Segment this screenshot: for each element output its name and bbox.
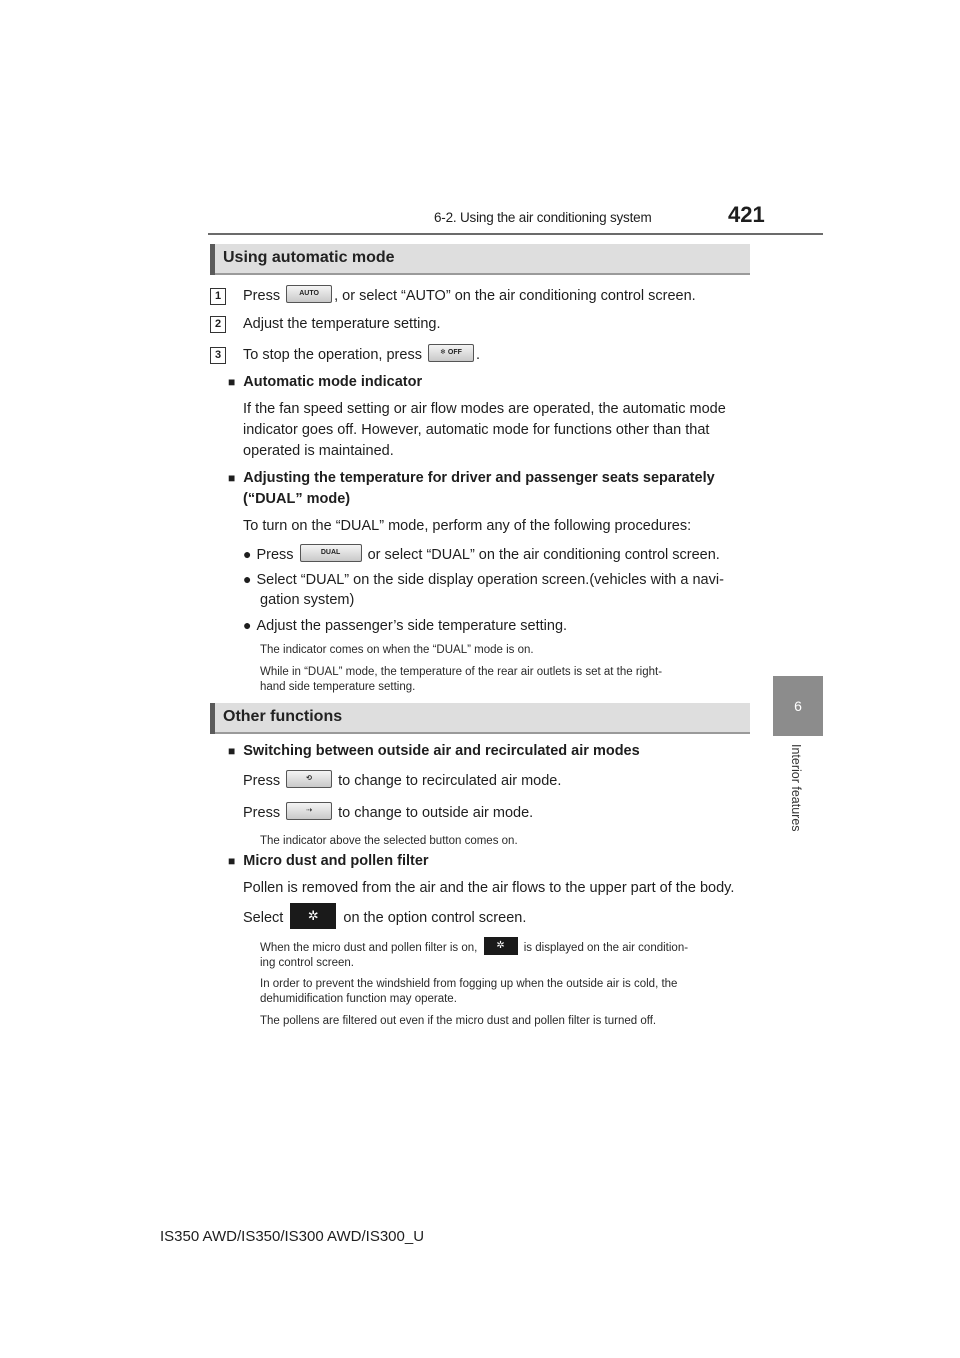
page-number: 421 [728, 202, 765, 227]
step-number: 1 [210, 288, 226, 305]
paragraph: Select ✲ on the option control screen. [243, 905, 526, 931]
square-bullet-icon: ■ [228, 375, 236, 389]
pollen-filter-icon: ✲ [484, 937, 518, 955]
list-item: ● Adjust the passenger’s side temperature setting. [243, 617, 568, 634]
bullet-icon: ● [243, 546, 252, 562]
section-heading-auto: Using automatic mode [210, 244, 750, 275]
note: The pollens are filtered out even if the micro dust and pollen filter is turned off. [260, 1015, 657, 1027]
note: The indicator above the selected button comes on. [260, 835, 518, 847]
chapter-label: Interior features [789, 744, 803, 832]
step-number: 3 [210, 347, 226, 364]
step-2-text: Adjust the temperature setting. [243, 316, 441, 332]
subheading-dual: ■ Adjusting the temperature for driver and passenger seats separately [228, 470, 715, 486]
subheading-auto-indicator: ■ Automatic mode indicator [228, 374, 423, 390]
step-3-text: To stop the operation, press ❄ OFF . [243, 345, 480, 366]
note: When the micro dust and pollen filter is on, ✲ is displayed on the air condition- [260, 939, 688, 957]
auto-button-icon: AUTO [286, 285, 332, 303]
subheading-dual-cont: (“DUAL” mode) [243, 491, 351, 507]
running-header: 6-2. Using the air conditioning system [434, 210, 652, 225]
square-bullet-icon: ■ [228, 744, 236, 758]
list-item-cont: gation system) [260, 592, 355, 608]
model-footer: IS350 AWD/IS350/IS300 AWD/IS300_U [160, 1228, 425, 1245]
chapter-tab: 6 [773, 676, 823, 736]
header-rule [208, 233, 823, 235]
paragraph: If the fan speed setting or air flow modes are operated, the automatic mode [243, 401, 726, 417]
subheading-pollen: ■ Micro dust and pollen filter [228, 853, 429, 869]
recirculate-button-icon: ⟲ [286, 770, 332, 788]
note: The indicator comes on when the “DUAL” mode is on. [260, 644, 534, 656]
square-bullet-icon: ■ [228, 854, 236, 868]
step-number: 2 [210, 316, 226, 333]
note: In order to prevent the windshield from fogging up when the outside air is cold, the [260, 978, 678, 990]
paragraph: Press ⇢ to change to outside air mode. [243, 803, 533, 824]
step-1-text: Press AUTO , or select “AUTO” on the air conditioning control screen. [243, 286, 696, 307]
square-bullet-icon: ■ [228, 471, 236, 485]
note: ing control screen. [260, 957, 354, 969]
paragraph: Press ⟲ to change to recirculated air mode. [243, 771, 561, 792]
subheading-air-modes: ■ Switching between outside air and recirculated air modes [228, 743, 640, 759]
list-item: ● Press DUAL or select “DUAL” on the air conditioning control screen. [243, 546, 720, 563]
pollen-filter-icon: ✲ [290, 903, 336, 929]
note: dehumidification function may operate. [260, 993, 457, 1005]
outside-air-button-icon: ⇢ [286, 802, 332, 820]
bullet-icon: ● [243, 571, 252, 587]
section-heading-other: Other functions [210, 703, 750, 734]
paragraph: Pollen is removed from the air and the air flows to the upper part of the body. [243, 880, 735, 896]
bullet-icon: ● [243, 617, 252, 633]
list-item: ● Select “DUAL” on the side display operation screen.(vehicles with a navi- [243, 571, 724, 588]
note: While in “DUAL” mode, the temperature of the rear air outlets is set at the right- [260, 666, 663, 678]
off-button-icon: ❄ OFF [428, 344, 474, 362]
paragraph: indicator goes off. However, automatic mode for functions other than that [243, 422, 710, 438]
note: hand side temperature setting. [260, 681, 416, 693]
dual-button-icon: DUAL [300, 544, 362, 562]
paragraph: operated is maintained. [243, 443, 394, 459]
paragraph: To turn on the “DUAL” mode, perform any of the following procedures: [243, 518, 692, 534]
